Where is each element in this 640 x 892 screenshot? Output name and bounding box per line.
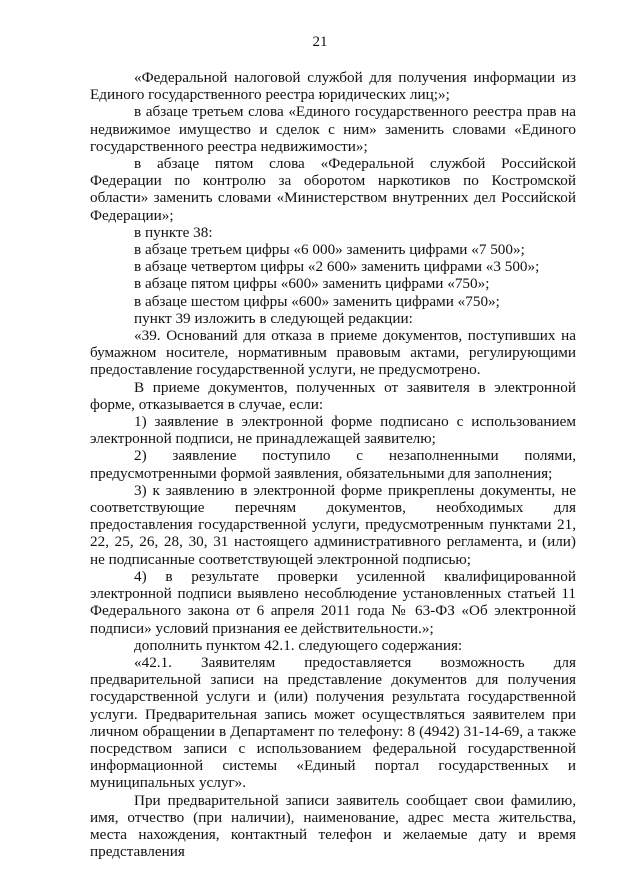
page-number: 21 [312,34,328,50]
paragraph: в пункте 38: [134,223,213,241]
paragraph: 4) в результате проверки усиленной квалифицированной электронной подписи выявлено несоблюдение установленных статьей 11 Федерального закона от 6 апреля 2011 года № 63-ФЗ «Об электронной подписи» условий признания ее действительности.»; [90,567,576,637]
document-body [90,69,576,860]
paragraph: дополнить пунктом 42.1. следующего содержания: [134,636,463,654]
paragraph: в абзаце шестом цифры «600» заменить цифрами «750»; [134,292,500,310]
paragraph: «Федеральной налоговой службой для получения информации из Единого государственного реестра юридических лиц;»; [90,69,576,104]
paragraph: в абзаце пятом слова «Федеральной службой Российской Федерации по контролю за оборотом наркотиков по Костромской области» заменить словами «Министерством внутренних дел Российской Федерации»; [90,155,576,224]
paragraph: в абзаце четвертом цифры «2 600» заменить цифрами «3 500»; [134,258,540,276]
paragraph: в абзаце пятом цифры «600» заменить цифрами «750»; [134,275,490,293]
paragraph: При предварительной записи заявитель сообщает свои фамилию, имя, отчество (при наличии), наименование, адрес места жительства, места нахождения, контактный телефон и желаемые дату и время представления [90,791,576,861]
paragraph: 3) к заявлению в электронной форме прикреплены документы, не соответствующие перечням документов, необходимых для предоставления государственной услуги, предусмотренным пунктами 21, 22, 25, 26, 28, 30, 31 настоящего административного регламента, и (или) не подписанные соответствующей электронной подписью; [90,481,576,568]
paragraph: «39. Оснований для отказа в приеме документов, поступивших на бумажном носителе, нормативным правовым актами, регулирующими предоставление государственной услуги, не предусмотрено. [90,327,576,379]
paragraph: пункт 39 изложить в следующей редакции: [134,309,413,327]
paragraph: 2) заявление поступило с незаполненными полями, предусмотренными формой заявления, обязательными для заполнения; [90,447,576,482]
paragraph: в абзаце третьем цифры «6 000» заменить цифрами «7 500»; [134,241,525,259]
paragraph: «42.1. Заявителям предоставляется возможность для предварительной записи на представление документов для получения государственной услуги и (или) получения результата государственной услуги. Предварительная запись может осуществляться заявителем при личном обращении в Департамент по телефону: 8 (4942) 31-14-69, а также посредством записи с использованием федеральной государственной информационной системы «Единый портал государственных и муниципальных услуг». [90,653,576,792]
paragraph: в абзаце третьем слова «Единого государственного реестра прав на недвижимое имущество и сделок с ним» заменить словами «Единого государственного реестра недвижимости»; [90,103,576,155]
paragraph: 1) заявление в электронной форме подписано с использованием электронной подписи, не принадлежащей заявителю; [90,413,576,448]
paragraph: В приеме документов, полученных от заявителя в электронной форме, отказывается в случае, если: [90,378,576,413]
